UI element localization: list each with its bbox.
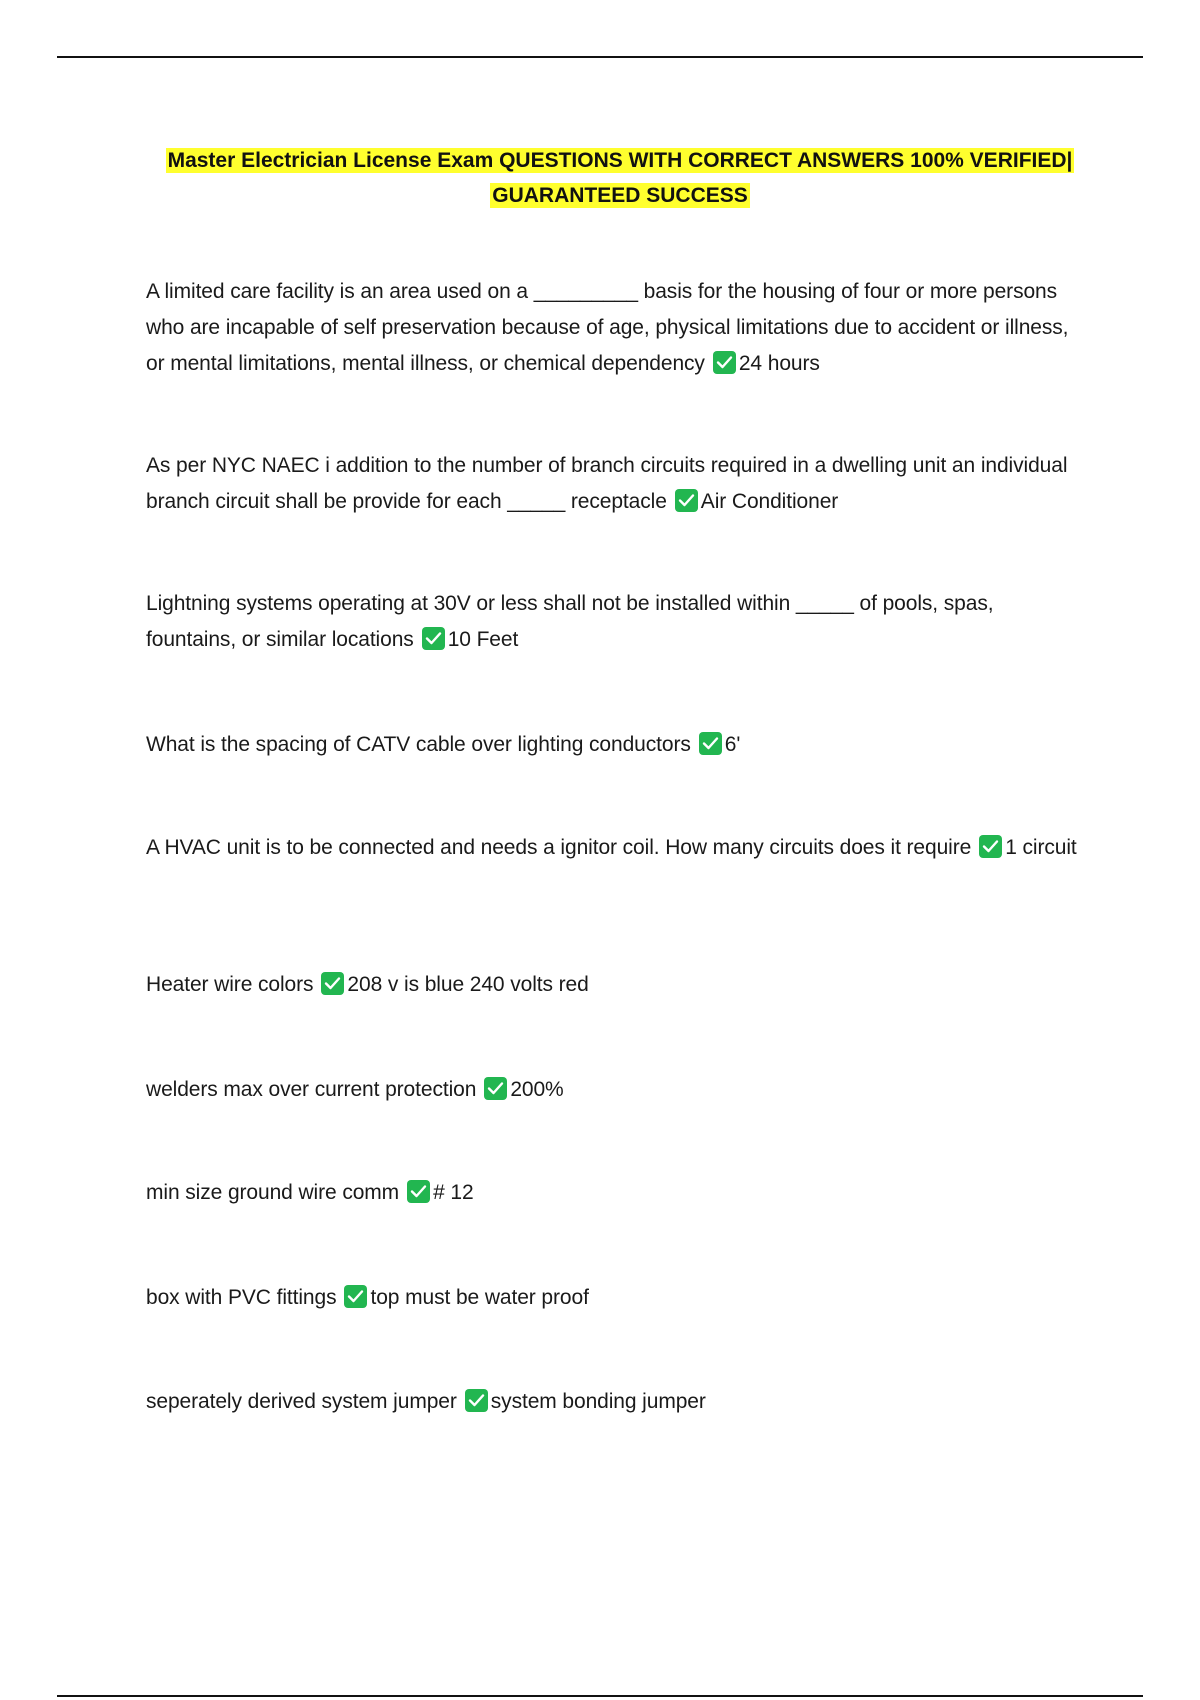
check-mark-icon bbox=[979, 835, 1002, 858]
answer-text: 6' bbox=[724, 733, 741, 756]
check-mark-icon bbox=[713, 351, 736, 374]
check-mark-icon bbox=[675, 489, 698, 512]
question-text: What is the spacing of CATV cable over lighting conductors bbox=[146, 733, 691, 756]
qa-item bbox=[146, 1175, 1086, 1211]
answer-text: 200% bbox=[510, 1078, 564, 1101]
qa-item bbox=[146, 586, 1086, 658]
title-line-2: GUARANTEED SUCCESS bbox=[492, 184, 748, 207]
check-mark-icon bbox=[321, 972, 344, 995]
qa-item bbox=[146, 1280, 1086, 1316]
qa-item bbox=[146, 1072, 1086, 1108]
check-mark-icon bbox=[699, 732, 722, 755]
question-text: A HVAC unit is to be connected and needs a ignitor coil. How many circuits does it require bbox=[146, 836, 972, 859]
qa-item bbox=[146, 830, 1086, 866]
check-mark-icon bbox=[484, 1077, 507, 1100]
question-text: A limited care facility is an area used on a _________ basis for the housing of four or more persons who are incapable of self preservation because of age, physical limitations due to accident or illness, or mental limitations, mental illness, or chemical dependency bbox=[146, 280, 1069, 375]
answer-text: 1 circuit bbox=[1005, 836, 1077, 859]
qa-item bbox=[146, 727, 1086, 763]
check-mark-icon bbox=[422, 627, 445, 650]
answer-text: 10 Feet bbox=[447, 628, 519, 651]
qa-item bbox=[146, 1384, 1086, 1420]
answer-text: top must be water proof bbox=[370, 1286, 589, 1309]
question-text: As per NYC NAEC i addition to the number of branch circuits required in a dwelling unit an individual branch circuit shall be provide for each _____ receptacle bbox=[146, 454, 1068, 513]
question-text: seperately derived system jumper bbox=[146, 1390, 457, 1413]
qa-item bbox=[146, 448, 1086, 520]
answer-text: 24 hours bbox=[738, 352, 820, 375]
bottom-rule bbox=[57, 1695, 1143, 1697]
top-rule bbox=[57, 56, 1143, 58]
title-line-1: Master Electrician License Exam QUESTIONS WITH CORRECT ANSWERS 100% VERIFIED| bbox=[167, 149, 1073, 172]
question-text: min size ground wire comm bbox=[146, 1181, 400, 1204]
question-text: Lightning systems operating at 30V or less shall not be installed within _____ of pools, spas, fountains, or similar locations bbox=[146, 592, 994, 651]
answer-text: Air Conditioner bbox=[700, 490, 839, 513]
answer-text: 208 v is blue 240 volts red bbox=[347, 973, 589, 996]
qa-item bbox=[146, 274, 1086, 382]
answer-text: # 12 bbox=[433, 1181, 474, 1204]
qa-item bbox=[146, 967, 1086, 1003]
answer-text: system bonding jumper bbox=[490, 1390, 706, 1413]
question-text: Heater wire colors bbox=[146, 973, 314, 996]
question-text: welders max over current protection bbox=[146, 1078, 477, 1101]
question-text: box with PVC fittings bbox=[146, 1286, 337, 1309]
check-mark-icon bbox=[465, 1389, 488, 1412]
check-mark-icon bbox=[344, 1285, 367, 1308]
check-mark-icon bbox=[407, 1180, 430, 1203]
page-title bbox=[145, 143, 1095, 213]
